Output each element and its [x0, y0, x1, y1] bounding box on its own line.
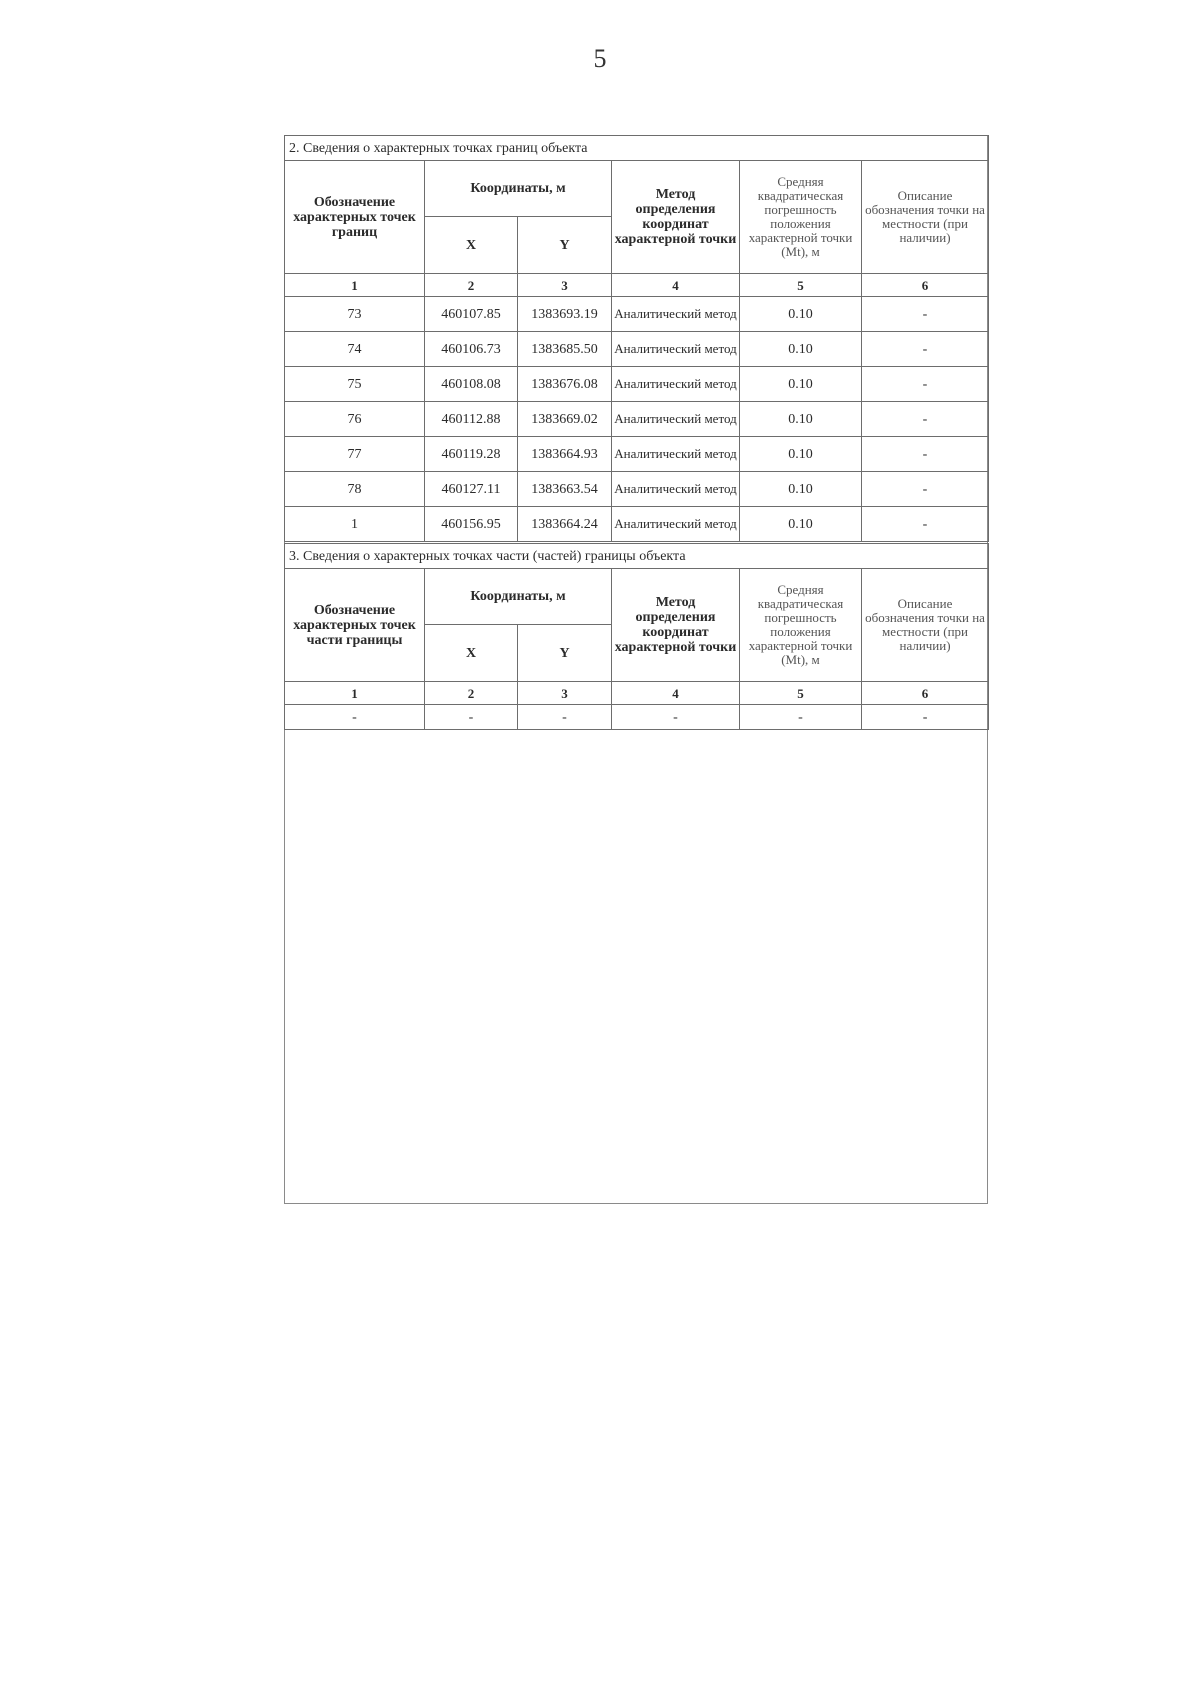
cell-x: 460119.28	[425, 437, 518, 472]
table-row	[285, 367, 989, 402]
header-description: Описание обозначения точки на местности (при наличии)	[862, 569, 989, 682]
cell-point: 78	[285, 472, 425, 507]
cell-y: 1383685.50	[518, 332, 612, 367]
cell-error: 0.10	[740, 332, 862, 367]
cell-error: -	[740, 705, 862, 730]
page-number: 5	[593, 44, 607, 73]
cell-description: -	[862, 705, 989, 730]
table-row	[285, 332, 989, 367]
header-method: Метод определения координат характерной точки	[612, 161, 740, 274]
cell-error: 0.10	[740, 507, 862, 542]
cell-method: Аналитический метод	[612, 367, 740, 402]
cell-point: 1	[285, 507, 425, 542]
cell-description: -	[862, 402, 989, 437]
header-designation: Обозначение характерных точек части границы	[285, 569, 425, 682]
cell-point: 77	[285, 437, 425, 472]
column-number: 6	[862, 682, 989, 705]
table-row	[285, 507, 989, 542]
header-y: Y	[518, 625, 612, 682]
cell-error: 0.10	[740, 402, 862, 437]
cell-x: -	[425, 705, 518, 730]
section2-title: 2. Сведения о характерных точках границ объекта	[285, 136, 989, 161]
cell-x: 460156.95	[425, 507, 518, 542]
cell-description: -	[862, 507, 989, 542]
cell-point: 74	[285, 332, 425, 367]
cell-description: -	[862, 437, 989, 472]
cell-y: 1383669.02	[518, 402, 612, 437]
cell-method: Аналитический метод	[612, 402, 740, 437]
cell-point: 75	[285, 367, 425, 402]
cell-y: 1383693.19	[518, 297, 612, 332]
column-number: 3	[518, 682, 612, 705]
table-row	[285, 705, 989, 730]
header-error: Средняя квадратическая погрешность положения характерной точки (Mt), м	[740, 569, 862, 682]
column-number: 2	[425, 682, 518, 705]
cell-method: Аналитический метод	[612, 332, 740, 367]
cell-x: 460107.85	[425, 297, 518, 332]
cell-description: -	[862, 367, 989, 402]
cell-x: 460127.11	[425, 472, 518, 507]
column-number: 1	[285, 274, 425, 297]
table-row	[285, 297, 989, 332]
section2-table	[284, 135, 989, 542]
cell-description: -	[862, 472, 989, 507]
section3-title: 3. Сведения о характерных точках части (частей) границы объекта	[285, 544, 989, 569]
cell-y: 1383676.08	[518, 367, 612, 402]
header-error: Средняя квадратическая погрешность положения характерной точки (Mt), м	[740, 161, 862, 274]
cell-point: -	[285, 705, 425, 730]
header-designation: Обозначение характерных точек границ	[285, 161, 425, 274]
cell-error: 0.10	[740, 367, 862, 402]
table-row	[285, 402, 989, 437]
cell-error: 0.10	[740, 297, 862, 332]
cell-description: -	[862, 297, 989, 332]
cell-method: Аналитический метод	[612, 297, 740, 332]
cell-y: 1383664.24	[518, 507, 612, 542]
header-x: X	[425, 625, 518, 682]
table-row	[285, 437, 989, 472]
cell-y: 1383664.93	[518, 437, 612, 472]
header-coordinates: Координаты, м	[425, 569, 612, 625]
column-number: 1	[285, 682, 425, 705]
column-number: 5	[740, 274, 862, 297]
column-number: 4	[612, 274, 740, 297]
cell-description: -	[862, 332, 989, 367]
cell-x: 460108.08	[425, 367, 518, 402]
header-method: Метод определения координат характерной точки	[612, 569, 740, 682]
cell-error: 0.10	[740, 437, 862, 472]
cell-method: Аналитический метод	[612, 507, 740, 542]
cell-method: -	[612, 705, 740, 730]
cell-method: Аналитический метод	[612, 472, 740, 507]
header-x: X	[425, 217, 518, 274]
cell-error: 0.10	[740, 472, 862, 507]
header-description: Описание обозначения точки на местности (при наличии)	[862, 161, 989, 274]
column-number: 2	[425, 274, 518, 297]
column-number: 6	[862, 274, 989, 297]
header-coordinates: Координаты, м	[425, 161, 612, 217]
cell-y: 1383663.54	[518, 472, 612, 507]
cell-y: -	[518, 705, 612, 730]
cell-x: 460106.73	[425, 332, 518, 367]
section3-table	[284, 543, 989, 730]
column-number: 4	[612, 682, 740, 705]
cell-point: 73	[285, 297, 425, 332]
cell-x: 460112.88	[425, 402, 518, 437]
cell-method: Аналитический метод	[612, 437, 740, 472]
header-y: Y	[518, 217, 612, 274]
column-number: 3	[518, 274, 612, 297]
column-number: 5	[740, 682, 862, 705]
table-row	[285, 472, 989, 507]
cell-point: 76	[285, 402, 425, 437]
